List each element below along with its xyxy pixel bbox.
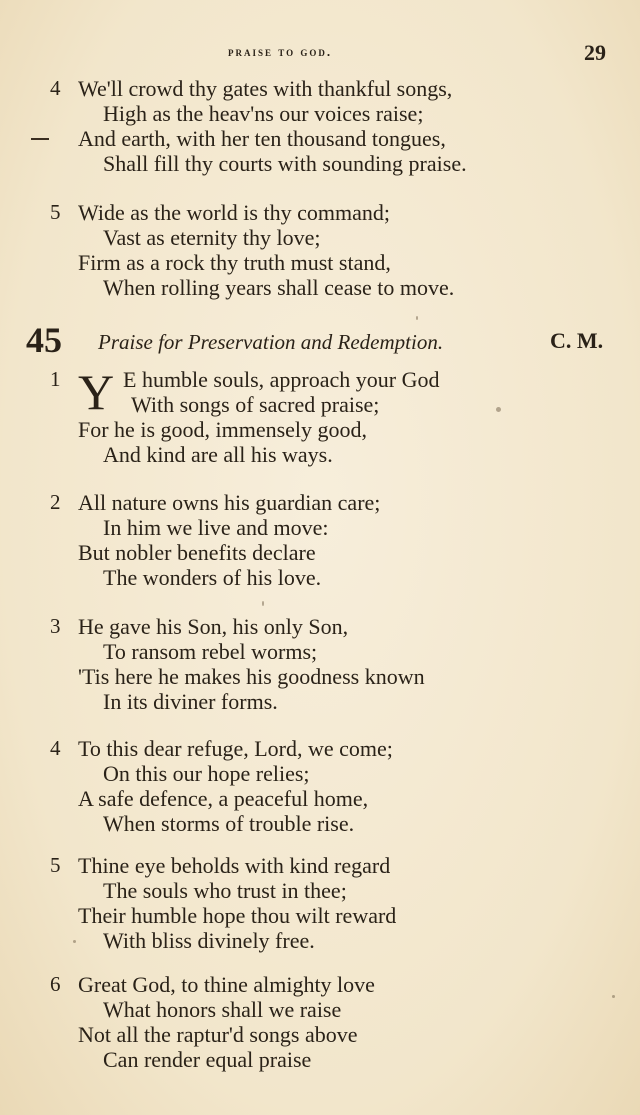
verse-line: And earth, with her ten thousand tongues, [78, 126, 446, 151]
stanza-number: 4 [50, 736, 61, 760]
verse-line: Firm as a rock thy truth must stand, [78, 250, 391, 275]
verse-line: To this dear refuge, Lord, we come; [78, 736, 393, 761]
verse-line: On this our hope relies; [103, 761, 310, 786]
verse-line: Their humble hope thou wilt reward [78, 903, 397, 928]
hymn-number: 45 [26, 320, 62, 360]
drop-cap: Y [78, 364, 115, 420]
verse-line: But nobler benefits declare [78, 540, 316, 565]
page-number: 29 [584, 40, 606, 65]
verse-line: He gave his Son, his only Son, [78, 614, 349, 639]
running-head [0, 40, 640, 66]
verse-line: When rolling years shall cease to move. [103, 275, 455, 300]
verse-line: All nature owns his guardian care; [78, 490, 381, 515]
stanza-number: 2 [50, 490, 61, 514]
verse-line: 'Tis here he makes his goodness known [78, 664, 425, 689]
verse-line: Thine eye beholds with kind regard [78, 853, 391, 878]
verse-line: With songs of sacred praise; [131, 392, 380, 417]
verse-line: E humble souls, approach your God [123, 367, 440, 392]
paper-speck [262, 601, 264, 606]
verse-line: Wide as the world is thy command; [78, 200, 390, 225]
stanza-number: 5 [50, 853, 61, 877]
stanza-3 [0, 614, 640, 714]
stanza-number: 1 [50, 367, 61, 391]
verse-line: Shall fill thy courts with sounding praise. [103, 151, 467, 176]
verse-line: A safe defence, a peaceful home, [78, 786, 369, 811]
paper-speck [416, 316, 418, 320]
stanza-number: 3 [50, 614, 61, 638]
verse-line: For he is good, immensely good, [78, 417, 368, 442]
hymn-heading [0, 322, 640, 362]
paper-speck [496, 407, 501, 412]
verse-line: The souls who trust in thee; [103, 878, 347, 903]
verse-line: When storms of trouble rise. [103, 811, 355, 836]
stanza-4 [0, 736, 640, 836]
hymn-title: Praise for Preservation and Redemption. [98, 330, 444, 354]
stanza-1 [0, 364, 640, 467]
verse-line: With bliss divinely free. [103, 928, 315, 953]
verse-line: Not all the raptur'd songs above [78, 1022, 358, 1047]
verse-line: To ransom rebel worms; [103, 639, 318, 664]
verse-line: We'll crowd thy gates with thankful songs, [78, 76, 453, 101]
verse-line: The wonders of his love. [103, 565, 322, 590]
verse-line: And kind are all his ways. [103, 442, 333, 467]
stanza-prev-4 [0, 76, 640, 176]
stanza-6 [0, 972, 640, 1072]
stanza-2 [0, 490, 640, 590]
stanza-number: 6 [50, 972, 61, 996]
stanza-number: 4 [50, 76, 61, 100]
verse-line: Vast as eternity thy love; [103, 225, 321, 250]
verse-line: Can render equal praise [103, 1047, 312, 1072]
paper-speck [612, 995, 615, 998]
stanza-prev-5 [0, 200, 640, 300]
verse-line: Great God, to thine almighty love [78, 972, 375, 997]
verse-line: What honors shall we raise [103, 997, 342, 1022]
hymn-meter: C. M. [550, 328, 604, 353]
stanza-number: 5 [50, 200, 61, 224]
verse-line: High as the heav'ns our voices raise; [103, 101, 424, 126]
stanza-5 [0, 853, 640, 953]
paper-speck [73, 940, 76, 943]
running-title: praise to god. [228, 44, 333, 59]
verse-line: In its diviner forms. [103, 689, 278, 714]
verse-line: In him we live and move: [103, 515, 329, 540]
